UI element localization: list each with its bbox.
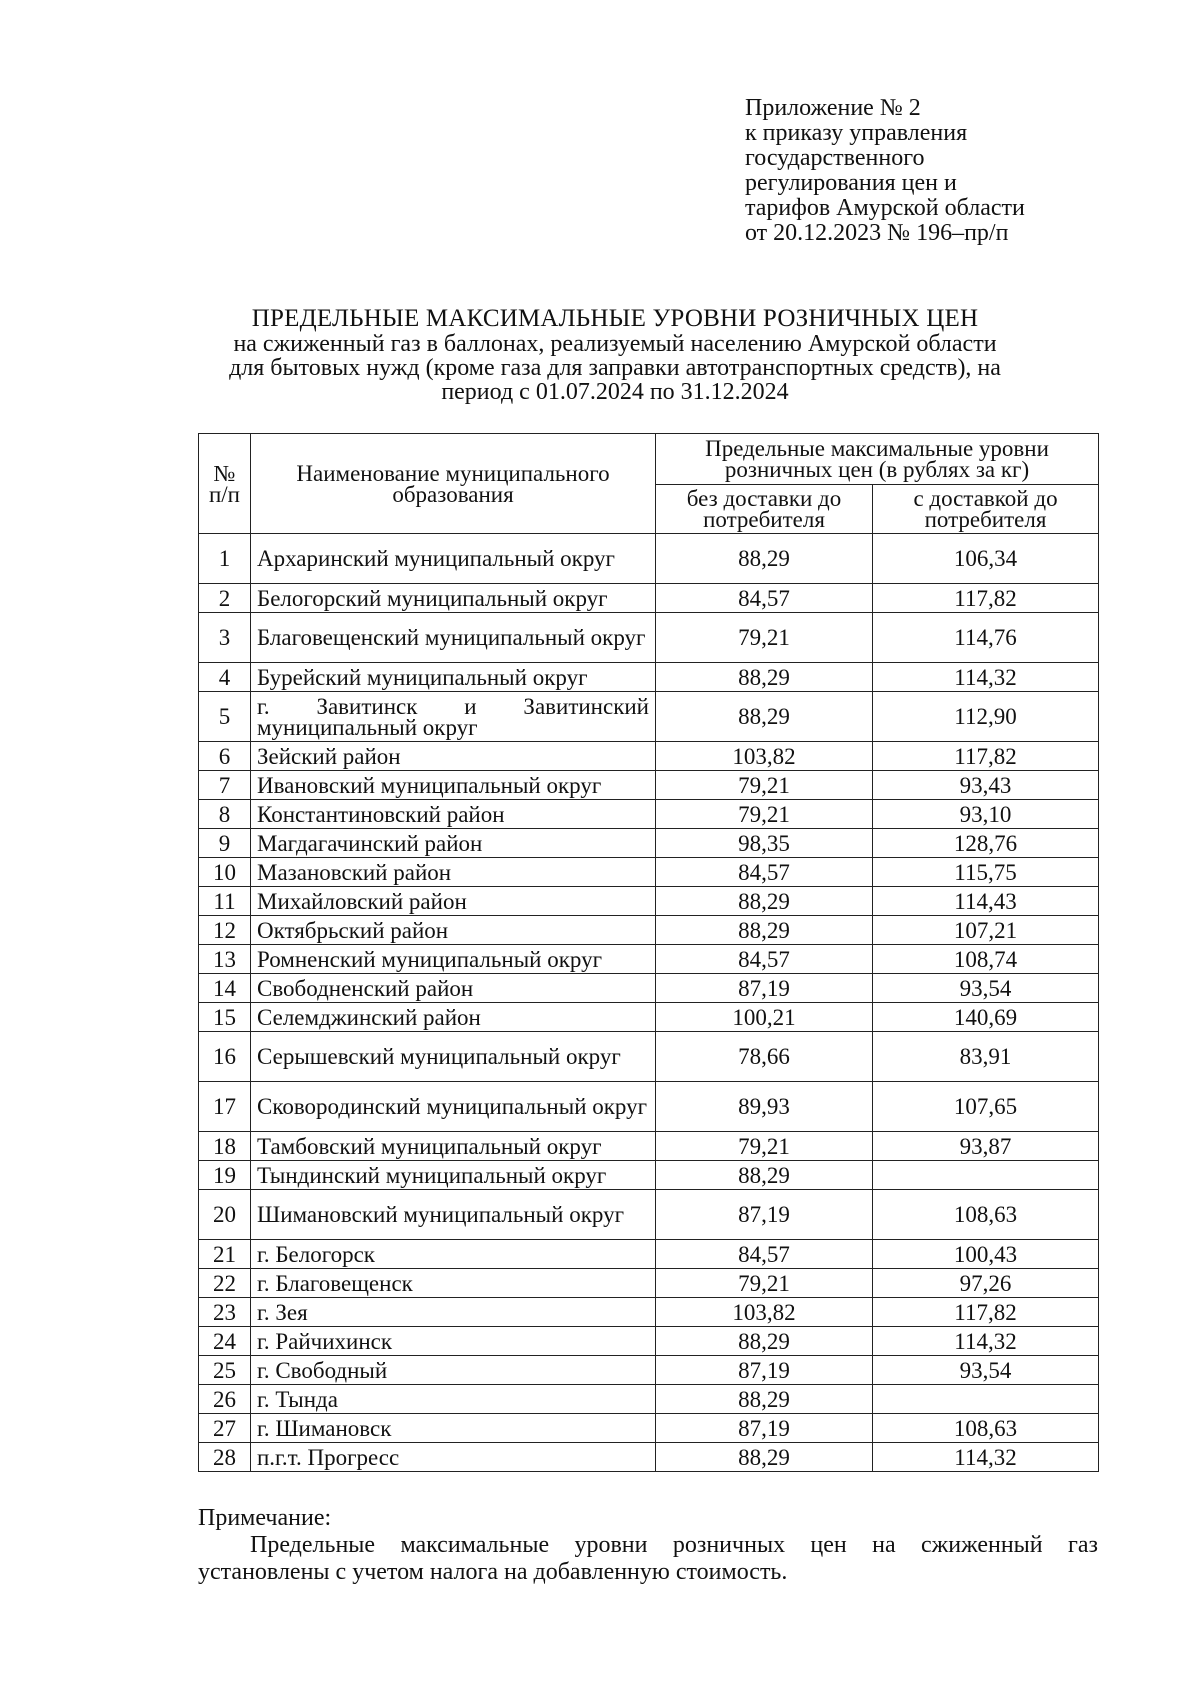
row-number: 16 — [199, 1032, 251, 1082]
price-table — [198, 433, 1099, 1472]
table-row — [199, 945, 1099, 974]
row-number: 18 — [199, 1132, 251, 1161]
row-number: 8 — [199, 800, 251, 829]
row-price-without-delivery: 88,29 — [656, 534, 873, 584]
row-price-without-delivery: 103,82 — [656, 1298, 873, 1327]
table-row — [199, 887, 1099, 916]
row-municipality: Сковородинский муниципальный округ — [251, 1082, 656, 1132]
row-number: 7 — [199, 771, 251, 800]
row-price-without-delivery: 87,19 — [656, 1190, 873, 1240]
row-number: 20 — [199, 1190, 251, 1240]
table-row — [199, 771, 1099, 800]
note-section — [198, 1505, 1098, 1586]
table-row — [199, 1356, 1099, 1385]
row-price-with-delivery: 83,91 — [873, 1032, 1099, 1082]
table-row — [199, 1414, 1099, 1443]
row-municipality: Мазановский район — [251, 858, 656, 887]
table-row — [199, 1240, 1099, 1269]
row-price-with-delivery: 114,76 — [873, 613, 1099, 663]
row-price-with-delivery: 112,90 — [873, 692, 1099, 742]
row-number: 12 — [199, 916, 251, 945]
row-price-with-delivery: 106,34 — [873, 534, 1099, 584]
row-price-without-delivery: 79,21 — [656, 1132, 873, 1161]
table-row — [199, 1190, 1099, 1240]
row-municipality: Зейский район — [251, 742, 656, 771]
row-number: 22 — [199, 1269, 251, 1298]
row-price-with-delivery: 114,43 — [873, 887, 1099, 916]
row-price-without-delivery: 84,57 — [656, 945, 873, 974]
appendix-header — [745, 96, 1025, 246]
table-row — [199, 1298, 1099, 1327]
table-row — [199, 663, 1099, 692]
title-line: для бытовых нужд (кроме газа для заправки автотранспортных средств), на — [229, 355, 1001, 381]
title-line: на сжиженный газ в баллонах, реализуемый населению Амурской области — [233, 331, 997, 357]
row-price-without-delivery: 87,19 — [656, 974, 873, 1003]
row-price-without-delivery: 79,21 — [656, 800, 873, 829]
table-row — [199, 1032, 1099, 1082]
row-price-with-delivery: 114,32 — [873, 1443, 1099, 1472]
table-row — [199, 1003, 1099, 1032]
table-row — [199, 534, 1099, 584]
row-municipality: г. Завитинск и Завитинский муниципальный округ — [251, 692, 656, 742]
row-municipality: п.г.т. Прогресс — [251, 1443, 656, 1472]
row-municipality: Благовещенский муниципальный округ — [251, 613, 656, 663]
row-price-with-delivery: 108,63 — [873, 1190, 1099, 1240]
table-row — [199, 1385, 1099, 1414]
row-price-without-delivery: 78,66 — [656, 1032, 873, 1082]
row-price-without-delivery: 89,93 — [656, 1082, 873, 1132]
row-price-with-delivery: 93,43 — [873, 771, 1099, 800]
row-price-without-delivery: 79,21 — [656, 613, 873, 663]
row-number: 14 — [199, 974, 251, 1003]
table-row — [199, 858, 1099, 887]
row-municipality: Белогорский муниципальный округ — [251, 584, 656, 613]
row-price-without-delivery: 88,29 — [656, 663, 873, 692]
row-price-without-delivery: 87,19 — [656, 1414, 873, 1443]
row-number: 5 — [199, 692, 251, 742]
row-number: 15 — [199, 1003, 251, 1032]
row-price-with-delivery: 93,87 — [873, 1132, 1099, 1161]
row-municipality: г. Белогорск — [251, 1240, 656, 1269]
row-price-with-delivery: 107,65 — [873, 1082, 1099, 1132]
row-price-without-delivery: 88,29 — [656, 692, 873, 742]
row-price-with-delivery — [873, 1161, 1099, 1190]
row-price-without-delivery: 88,29 — [656, 1161, 873, 1190]
row-number: 1 — [199, 534, 251, 584]
row-municipality: Архаринский муниципальный округ — [251, 534, 656, 584]
row-municipality: Свободненский район — [251, 974, 656, 1003]
row-municipality: г. Тында — [251, 1385, 656, 1414]
row-price-with-delivery: 115,75 — [873, 858, 1099, 887]
row-price-without-delivery: 103,82 — [656, 742, 873, 771]
row-price-with-delivery: 114,32 — [873, 663, 1099, 692]
row-price-without-delivery: 84,57 — [656, 584, 873, 613]
table-row — [199, 1269, 1099, 1298]
appendix-line: регулирования цен и — [745, 170, 957, 196]
row-price-with-delivery: 107,21 — [873, 916, 1099, 945]
row-number: 27 — [199, 1414, 251, 1443]
row-number: 21 — [199, 1240, 251, 1269]
appendix-line: от 20.12.2023 № 196–пр/п — [745, 220, 1009, 246]
title-main: ПРЕДЕЛЬНЫЕ МАКСИМАЛЬНЫЕ УРОВНИ РОЗНИЧНЫХ ЦЕН — [251, 305, 979, 332]
appendix-line: государственного — [745, 145, 925, 171]
table-body — [199, 534, 1099, 1472]
row-price-with-delivery: 108,63 — [873, 1414, 1099, 1443]
row-price-without-delivery: 88,29 — [656, 916, 873, 945]
note-text: Предельные максимальные уровни розничных цен на сжиженный газ установлены с учетом налога на добавленную стоимость. — [198, 1532, 1098, 1585]
row-price-with-delivery: 140,69 — [873, 1003, 1099, 1032]
appendix-line: тарифов Амурской области — [745, 195, 1025, 221]
row-municipality: г. Благовещенск — [251, 1269, 656, 1298]
row-number: 19 — [199, 1161, 251, 1190]
row-municipality: Шимановский муниципальный округ — [251, 1190, 656, 1240]
row-number: 3 — [199, 613, 251, 663]
title-line: период с 01.07.2024 по 31.12.2024 — [441, 379, 789, 405]
row-price-with-delivery: 117,82 — [873, 1298, 1099, 1327]
row-municipality: Бурейский муниципальный округ — [251, 663, 656, 692]
row-price-with-delivery: 108,74 — [873, 945, 1099, 974]
row-number: 4 — [199, 663, 251, 692]
row-price-without-delivery: 87,19 — [656, 1356, 873, 1385]
table-row — [199, 974, 1099, 1003]
table-row — [199, 1082, 1099, 1132]
row-number: 24 — [199, 1327, 251, 1356]
table-row — [199, 1161, 1099, 1190]
header-number: № п/п — [199, 434, 251, 534]
row-number: 10 — [199, 858, 251, 887]
row-number: 13 — [199, 945, 251, 974]
row-number: 9 — [199, 829, 251, 858]
table-row — [199, 916, 1099, 945]
document-title — [150, 307, 1080, 404]
row-municipality: Константиновский район — [251, 800, 656, 829]
header-municipality: Наименование муниципального образования — [251, 434, 656, 534]
row-number: 17 — [199, 1082, 251, 1132]
row-price-with-delivery: 114,32 — [873, 1327, 1099, 1356]
header-without-delivery: без доставки до потребителя — [656, 485, 873, 534]
row-number: 25 — [199, 1356, 251, 1385]
row-number: 28 — [199, 1443, 251, 1472]
row-number: 11 — [199, 887, 251, 916]
row-number: 26 — [199, 1385, 251, 1414]
row-price-without-delivery: 84,57 — [656, 1240, 873, 1269]
row-price-with-delivery: 128,76 — [873, 829, 1099, 858]
row-municipality: Магдагачинский район — [251, 829, 656, 858]
table-row — [199, 829, 1099, 858]
table-row — [199, 1443, 1099, 1472]
row-municipality: Ивановский муниципальный округ — [251, 771, 656, 800]
row-price-without-delivery: 88,29 — [656, 1443, 873, 1472]
note-label: Примечание: — [198, 1505, 332, 1531]
row-price-with-delivery: 93,10 — [873, 800, 1099, 829]
row-price-without-delivery: 88,29 — [656, 887, 873, 916]
appendix-line: к приказу управления — [745, 120, 968, 146]
row-price-without-delivery: 98,35 — [656, 829, 873, 858]
row-municipality: г. Зея — [251, 1298, 656, 1327]
table-row — [199, 692, 1099, 742]
row-municipality: Михайловский район — [251, 887, 656, 916]
appendix-line: Приложение № 2 — [745, 95, 921, 121]
header-price-levels: Предельные максимальные уровни розничных цен (в рублях за кг) — [656, 434, 1099, 485]
row-municipality: Тындинский муниципальный округ — [251, 1161, 656, 1190]
row-municipality: г. Райчихинск — [251, 1327, 656, 1356]
row-municipality: Селемджинский район — [251, 1003, 656, 1032]
row-price-without-delivery: 84,57 — [656, 858, 873, 887]
row-price-without-delivery: 79,21 — [656, 771, 873, 800]
table-row — [199, 1132, 1099, 1161]
table-row — [199, 1327, 1099, 1356]
table-row — [199, 584, 1099, 613]
table-row — [199, 742, 1099, 771]
row-price-without-delivery: 88,29 — [656, 1327, 873, 1356]
row-municipality: г. Свободный — [251, 1356, 656, 1385]
header-with-delivery: с доставкой до потребителя — [873, 485, 1099, 534]
row-price-with-delivery: 117,82 — [873, 584, 1099, 613]
row-municipality: г. Шимановск — [251, 1414, 656, 1443]
row-municipality: Ромненский муниципальный округ — [251, 945, 656, 974]
row-price-without-delivery: 88,29 — [656, 1385, 873, 1414]
row-municipality: Октябрьский район — [251, 916, 656, 945]
row-price-with-delivery: 93,54 — [873, 974, 1099, 1003]
row-price-with-delivery: 93,54 — [873, 1356, 1099, 1385]
row-municipality: Серышевский муниципальный округ — [251, 1032, 656, 1082]
row-price-with-delivery: 100,43 — [873, 1240, 1099, 1269]
row-number: 2 — [199, 584, 251, 613]
row-price-with-delivery — [873, 1385, 1099, 1414]
table-row — [199, 613, 1099, 663]
row-price-without-delivery: 79,21 — [656, 1269, 873, 1298]
row-number: 6 — [199, 742, 251, 771]
table-row — [199, 800, 1099, 829]
row-price-with-delivery: 97,26 — [873, 1269, 1099, 1298]
row-price-without-delivery: 100,21 — [656, 1003, 873, 1032]
row-municipality: Тамбовский муниципальный округ — [251, 1132, 656, 1161]
row-number: 23 — [199, 1298, 251, 1327]
row-price-with-delivery: 117,82 — [873, 742, 1099, 771]
